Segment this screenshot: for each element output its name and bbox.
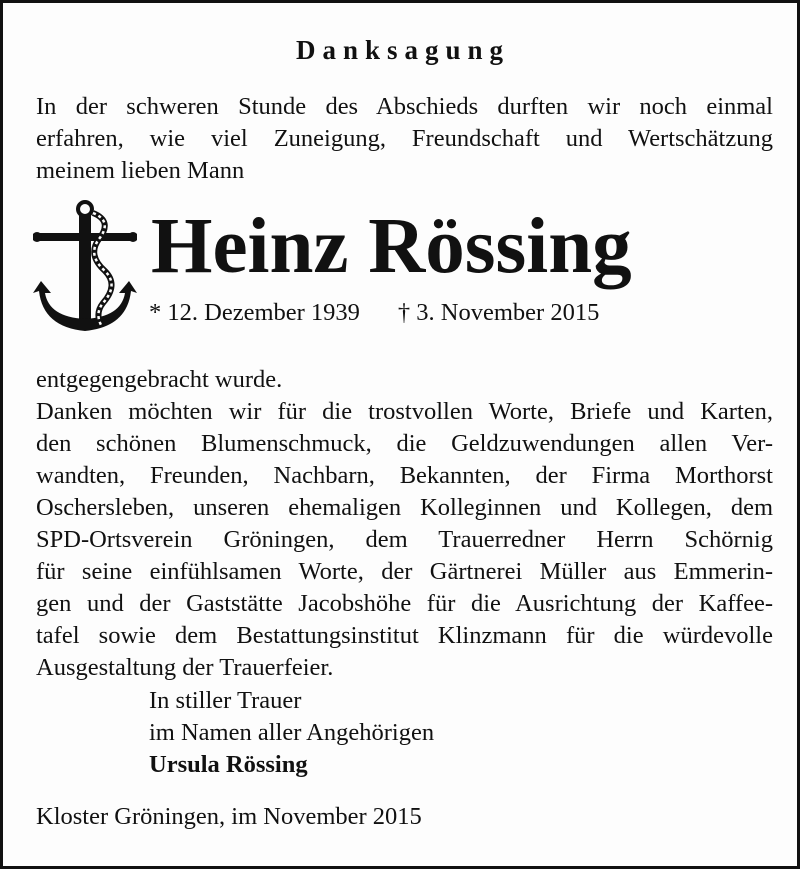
body-line: Oschersleben, unseren ehemaligen Kolleginnen und Kollegen, dem <box>36 494 773 521</box>
intro-paragraph <box>36 91 773 187</box>
body-line: wandten, Freunden, Nachbarn, Bekannten, der Firma Morthorst <box>36 462 773 489</box>
birth-date: * 12. Dezember 1939 <box>149 299 360 326</box>
closing-line: im Namen aller Angehörigen <box>149 719 435 746</box>
place-date: Kloster Gröningen, im November 2015 <box>36 803 422 830</box>
intro-line: erfahren, wie viel Zuneigung, Freundschaft und Wertschätzung <box>36 125 773 152</box>
body-line: Danken möchten wir für die trostvollen Worte, Briefe und Karten, <box>36 398 773 425</box>
closing-line: In stiller Trauer <box>149 687 302 714</box>
signer-name: Ursula Rössing <box>149 751 308 778</box>
death-date: † 3. November 2015 <box>397 299 600 326</box>
body-paragraph <box>36 364 773 684</box>
anchor-icon <box>33 199 137 343</box>
closing-block <box>149 685 434 781</box>
notice-title: Danksagung <box>295 35 511 65</box>
body-line: gen und der Gaststätte Jacobshöhe für die Ausrichtung der Kaffee- <box>36 590 773 617</box>
body-line: tafel sowie dem Bestattungsinstitut Klinzmann für die würdevolle <box>36 622 773 649</box>
intro-line: In der schweren Stunde des Abschieds durften wir noch einmal <box>36 93 773 120</box>
life-dates <box>149 299 599 327</box>
body-line: Ausgestaltung der Trauerfeier. <box>36 654 334 681</box>
deceased-name: Heinz Rössing <box>151 203 632 290</box>
body-line: SPD-Ortsverein Gröningen, dem Trauerredner Herrn Schörnig <box>36 526 773 553</box>
intro-line: meinem lieben Mann <box>36 157 245 184</box>
body-line: für seine einfühlsamen Worte, der Gärtnerei Müller aus Emmerin- <box>36 558 773 585</box>
body-line: den schönen Blumenschmuck, die Geldzuwendungen allen Ver- <box>36 430 773 457</box>
body-line: entgegengebracht wurde. <box>36 366 283 393</box>
